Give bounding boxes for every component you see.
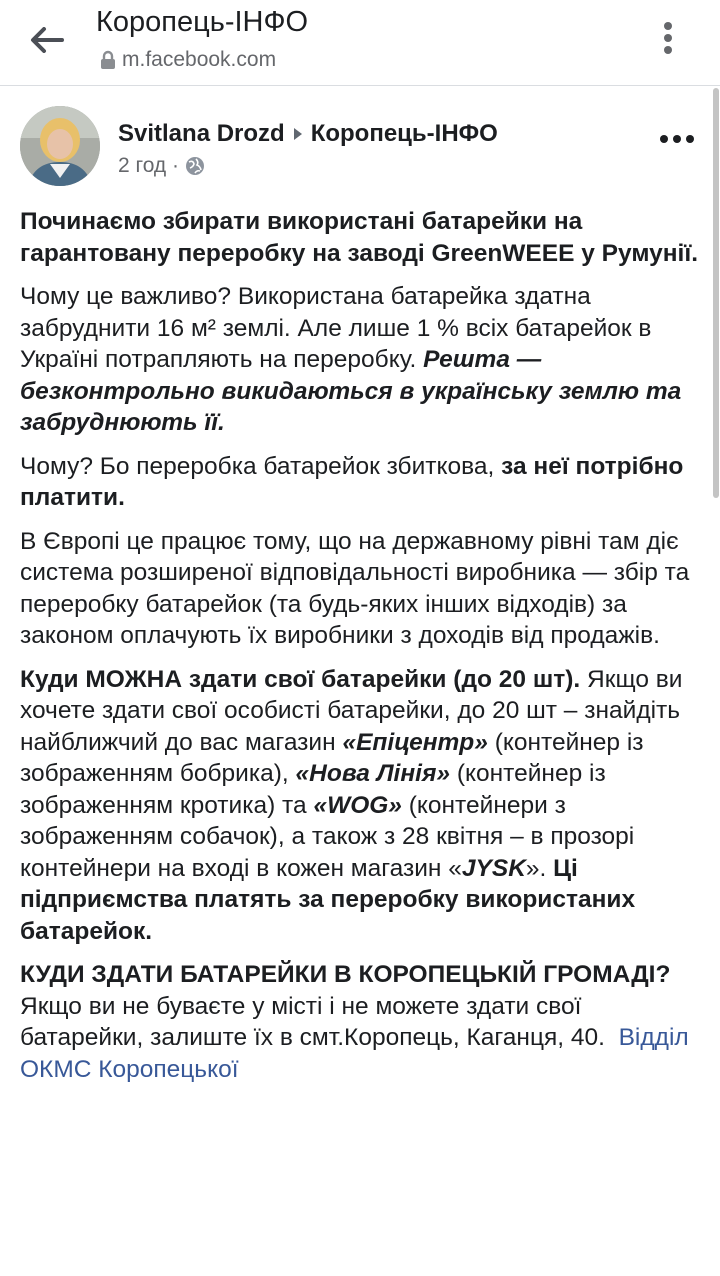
profile-photo-icon (20, 106, 100, 186)
caret-right-icon (293, 127, 303, 141)
post-author-row (118, 120, 498, 148)
group-name[interactable]: Коропець-ІНФО (310, 120, 498, 147)
more-horizontal-icon (660, 135, 668, 143)
url-bar[interactable] (100, 48, 276, 72)
author-name[interactable]: Svitlana Drozd (118, 120, 285, 147)
paragraph-where: Куди МОЖНА здати свої батарейки (до 20 шт). Якщо ви хочете здати свої особисті батарейки, до 20 шт – знайдіть найближчий до вас магазин «Епіцентр» (контейнер із зображенням бобрика), «Нова Лінія» (контейнер із зображенням кротика) та «WOG» (контейнери з зображенням собачок), а також з 28 квітня – в прозорі контейнери на вході в кожен магазин «JYSK». Ці підприємства платять за переробку використаних батарейок. (20, 665, 683, 945)
post-more-button[interactable] (652, 124, 702, 154)
paragraph-intro: Починаємо збирати використані батарейки на гарантовану переробку на заводі GreenWEEE у Румунії. (20, 208, 699, 267)
office-link[interactable]: Відділ ОКМС Коропецької (20, 1024, 689, 1083)
post-meta (118, 154, 205, 178)
more-vertical-icon (663, 21, 673, 55)
arrow-left-icon (30, 27, 64, 53)
paragraph-why: Чому це важливо? Використана батарейка здатна забруднити 16 м² землі. Але лише 1 % всіх батарейок в Україні потрапляють на переробку. Решта — безконтрольно викидаються в українську землю та забруднюють її. (20, 283, 682, 436)
paragraph-cost: Чому? Бо переробка батарейок збиткова, за неї потрібно платити. (20, 452, 684, 511)
globe-icon (185, 156, 205, 176)
paragraph-europe: В Європі це працює тому, що на державному рівні там діє система розширеної відповідальності виробника — збір та переробку батарейок (та будь-яких інших відходів) за законом оплачують їх виробники з доходів від продажів. (20, 527, 690, 649)
paragraph-community: КУДИ ЗДАТИ БАТАРЕЙКИ В КОРОПЕЦЬКІЙ ГРОМАДІ? Якщо ви не буваєте у місті і не можете здати свої батарейки, залиште їх в смт.Коропець, Каганця, 40. Відділ ОКМС Коропецької (20, 961, 689, 1083)
scrollbar[interactable] (713, 88, 719, 498)
lock-icon (100, 50, 116, 70)
post-text (20, 206, 700, 1097)
back-button[interactable] (22, 18, 72, 62)
post-time[interactable]: 2 год · (118, 154, 180, 177)
page-title: Коропець-ІНФО (96, 6, 309, 38)
browser-header (0, 0, 720, 86)
avatar[interactable] (20, 106, 100, 186)
browser-menu-button[interactable] (648, 16, 688, 60)
url-text: m.facebook.com (122, 48, 277, 71)
